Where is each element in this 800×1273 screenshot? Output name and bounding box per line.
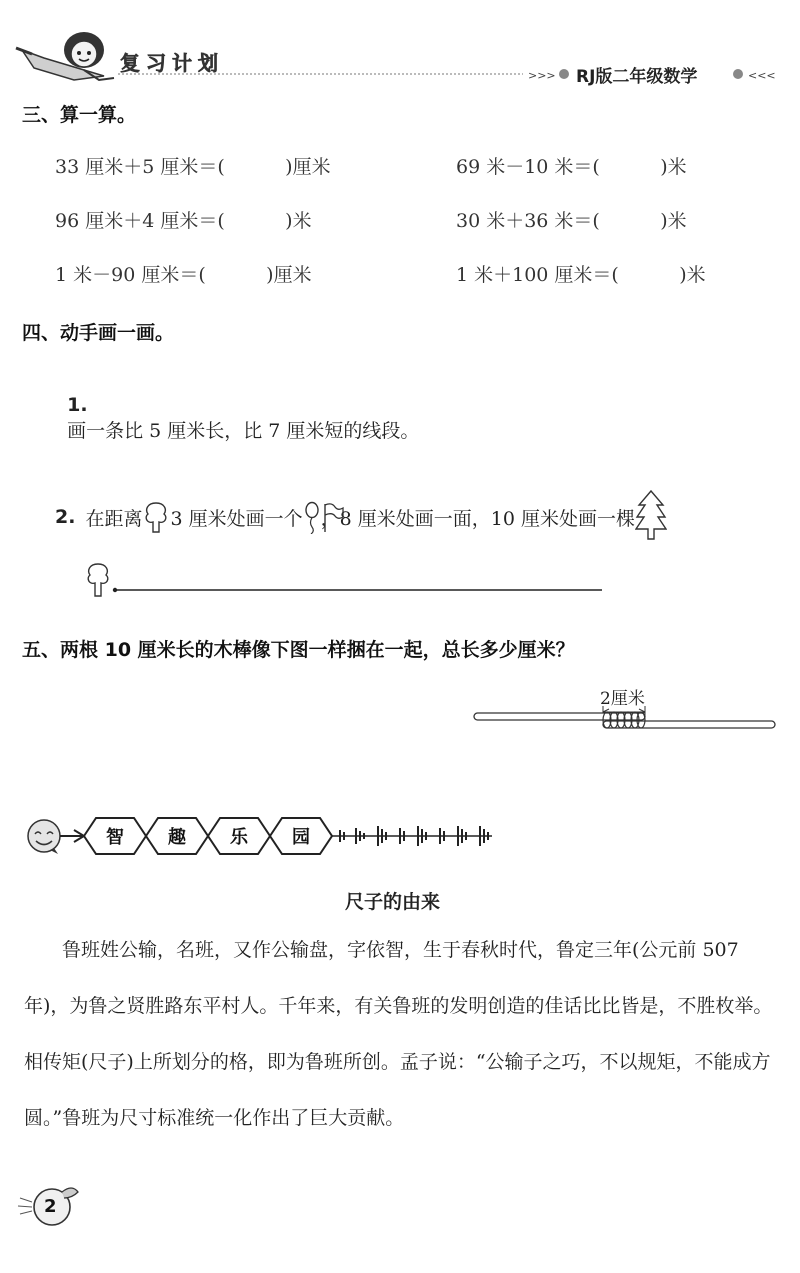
wave-trail bbox=[332, 826, 492, 846]
eq-row2-left: 96 厘米＋4 厘米＝( )米 bbox=[55, 210, 312, 232]
stick-2 bbox=[603, 721, 775, 728]
question-2-part3: ，8 厘米处画一面 bbox=[320, 507, 472, 530]
eq-row3-left: 1 米－90 厘米＝( )厘米 bbox=[55, 264, 312, 286]
eq-row3-right: 1 米＋100 厘米＝( )米 bbox=[456, 264, 706, 286]
start-tree-icon bbox=[88, 564, 108, 596]
section4-heading: 四、动手画一画。 bbox=[22, 322, 175, 344]
header-girl-illustration bbox=[14, 28, 119, 86]
fun-corner-banner bbox=[22, 810, 502, 860]
hex-label-2: 趣 bbox=[168, 827, 186, 848]
header-title: 复习计划 bbox=[120, 51, 224, 75]
page-number: 2 bbox=[44, 1196, 57, 1217]
question-1-number: 1. bbox=[67, 394, 88, 416]
hex-label-4: 园 bbox=[292, 827, 310, 848]
section5-heading: 五、两根 10 厘米长的木棒像下图一样捆在一起，总长多少厘米？ bbox=[22, 639, 575, 661]
hex-label-3: 乐 bbox=[230, 827, 248, 848]
section3-heading: 三、算一算。 bbox=[22, 104, 137, 126]
story-title: 尺子的由来 bbox=[345, 891, 441, 913]
header-rule bbox=[118, 66, 800, 84]
eq-row2-right: 30 米＋36 米＝( )米 bbox=[456, 210, 687, 232]
question-2-number: 2. bbox=[55, 506, 76, 528]
eq-row1-right: 69 米－10 米＝( )米 bbox=[456, 156, 687, 178]
pine-tree-icon bbox=[635, 489, 667, 541]
header-grade-label: RJ版二年级数学 bbox=[576, 67, 698, 87]
sticks-label: 2厘米 bbox=[600, 689, 645, 709]
smiley-ball-icon bbox=[28, 820, 60, 854]
question-2-part4: ，10 厘米处画一棵 bbox=[471, 507, 635, 530]
sticks-diagram bbox=[470, 700, 780, 740]
svg-text:>>>: >>> bbox=[528, 69, 556, 82]
story-paragraph: 鲁班姓公输，名班，又作公输盘，字依智，生于春秋时代，鲁定三年(公元前 507 年)，为鲁之贤胜路东平村人。千年来，有关鲁班的发明创造的佳话比比皆是，不胜枚举。相传矩(尺子)上所划分的格，即为鲁班所创。孟子说：“公输子之巧，不以规矩，不能成方圆。”鲁班为尺寸标准统一化作出了巨大贡献。 bbox=[24, 939, 773, 1129]
question-1 bbox=[55, 372, 419, 443]
question-1-text: 画一条比 5 厘米长，比 7 厘米短的线段。 bbox=[67, 420, 420, 442]
drawing-baseline bbox=[80, 560, 610, 602]
tree-icon bbox=[142, 500, 170, 534]
balloon-icon bbox=[303, 500, 321, 534]
question-2-part1: 在距离 bbox=[85, 507, 143, 530]
svg-text:<<<: <<< bbox=[748, 69, 776, 82]
question-2 bbox=[55, 493, 667, 541]
question-2-part2: 3 厘米处画一个 bbox=[170, 507, 303, 530]
eq-row1-left: 33 厘米＋5 厘米＝( )厘米 bbox=[55, 156, 331, 178]
stick-1 bbox=[474, 713, 645, 720]
hex-label-1: 智 bbox=[106, 827, 124, 848]
flag-icon bbox=[322, 500, 344, 534]
